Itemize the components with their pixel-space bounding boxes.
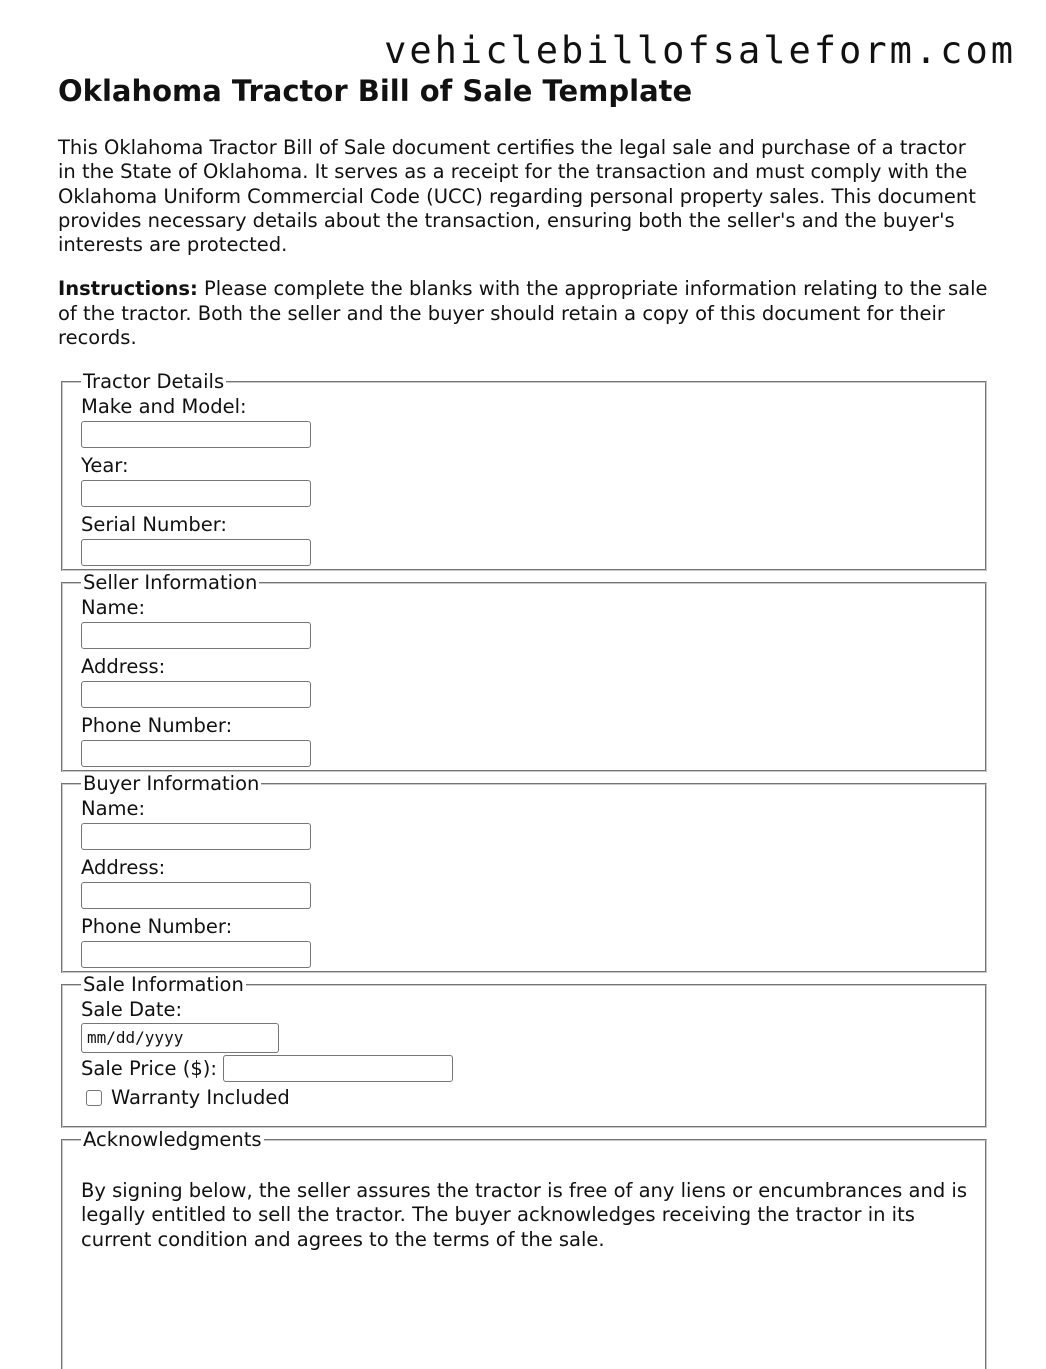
- sale-price-label: Sale Price ($):: [81, 1056, 217, 1080]
- intro-paragraph: This Oklahoma Tractor Bill of Sale document certifies the legal sale and purchase of a tractor in the State of Oklahoma. It serves as a receipt for the transaction and must comply with the Oklahoma Uniform Commercial Code (UCC) regarding personal property sales. This document provides necessary details about the transaction, ensuring both the seller's and the buyer's interests are protected.: [58, 136, 976, 257]
- seller-address-input[interactable]: [81, 681, 311, 708]
- document-page: [58, 72, 988, 350]
- buyer-phone-label: Phone Number:: [81, 915, 233, 938]
- page-title: Oklahoma Tractor Bill of Sale Template: [58, 74, 693, 108]
- tractor-details-legend: Tractor Details: [83, 370, 225, 393]
- buyer-name-label: Name:: [81, 797, 146, 820]
- buyer-information-section: [61, 773, 987, 973]
- acknowledgments-text: By signing below, the seller assures the tractor is free of any liens or encumbrances and is legally entitled to sell the tractor. The buyer acknowledges receiving the tractor in its current condition and agrees to the terms of the sale.: [81, 1179, 967, 1251]
- seller-address-label: Address:: [81, 655, 166, 678]
- year-input[interactable]: [81, 480, 311, 507]
- sale-date-input[interactable]: mm/dd/yyyy: [81, 1023, 279, 1053]
- seller-phone-label: Phone Number:: [81, 714, 233, 737]
- instructions-paragraph: [58, 277, 988, 350]
- acknowledgments-section: [61, 1129, 987, 1369]
- warranty-label: Warranty Included: [111, 1086, 290, 1109]
- sale-information-section: [61, 974, 987, 1128]
- seller-information-section: [61, 572, 987, 772]
- serial-number-label: Serial Number:: [81, 513, 227, 536]
- acknowledgments-legend: Acknowledgments: [83, 1128, 262, 1151]
- sale-information-legend: Sale Information: [83, 973, 244, 996]
- buyer-address-input[interactable]: [81, 882, 311, 909]
- sale-price-input[interactable]: [223, 1055, 453, 1082]
- instructions-label: Instructions:: [58, 277, 198, 301]
- buyer-information-legend: Buyer Information: [83, 772, 260, 795]
- instructions-text: Please complete the blanks with the appropriate information relating to the sale of the tractor. Both the seller and the buyer should retain a copy of this document for their records.: [58, 277, 988, 350]
- seller-name-label: Name:: [81, 596, 146, 619]
- make-model-input[interactable]: [81, 421, 311, 448]
- sale-date-label: Sale Date:: [81, 998, 183, 1021]
- buyer-address-label: Address:: [81, 856, 166, 879]
- seller-name-input[interactable]: [81, 622, 311, 649]
- sale-price-row: [81, 1055, 985, 1082]
- buyer-name-input[interactable]: [81, 823, 311, 850]
- warranty-row[interactable]: [81, 1086, 985, 1110]
- site-watermark: vehiclebillofsaleform.com: [384, 29, 1016, 72]
- seller-information-legend: Seller Information: [83, 571, 258, 594]
- warranty-checkbox[interactable]: [86, 1090, 102, 1106]
- seller-phone-input[interactable]: [81, 740, 311, 767]
- make-model-label: Make and Model:: [81, 395, 247, 418]
- year-label: Year:: [81, 454, 129, 477]
- buyer-phone-input[interactable]: [81, 941, 311, 968]
- tractor-details-section: [61, 371, 987, 571]
- serial-number-input[interactable]: [81, 539, 311, 566]
